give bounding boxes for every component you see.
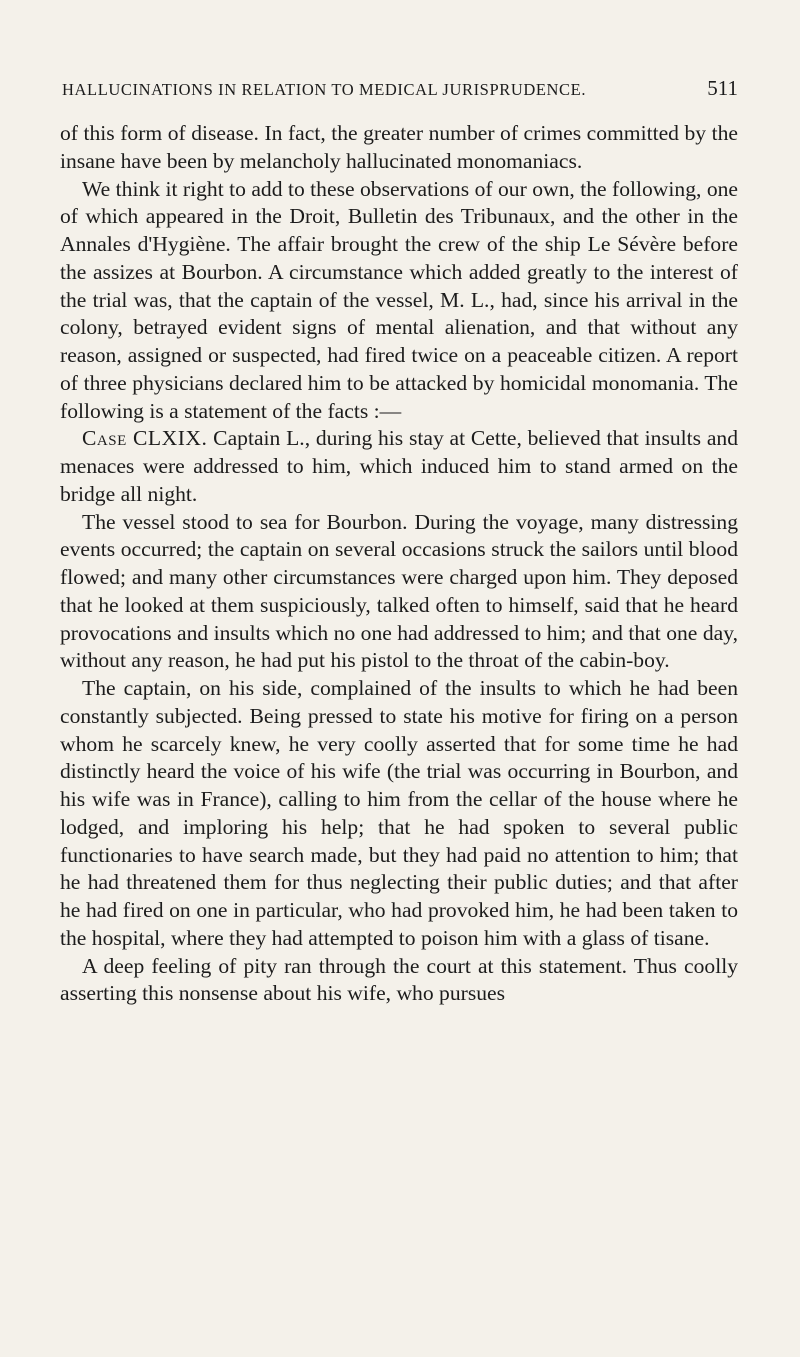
page-number: 511	[707, 76, 738, 100]
paragraph: The captain, on his side, complained of the insults to which he had been constantly subjected. Being pressed to state his motive for firing on a person whom he scarcely knew, he very coolly asserted that for some time he had distinctly heard the voice of his wife (the trial was occurring in Bourbon, and his wife was in France), calling to him from the cellar of the house where he lodged, and imploring his help; that he had spoken to several public functionaries to have search made, but they had paid no attention to him; that he had threatened them for thus neglecting their public duties; and that after he had fired on one in particular, who had provoked him, he had been taken to the hospital, where they had attempted to poison him with a glass of tisane.	[60, 676, 738, 950]
paragraph: of this form of disease. In fact, the greater number of crimes committed by the insane have been by melancholy hallucinated monomaniacs.	[60, 121, 738, 173]
case-label: Case CLXIX.	[82, 426, 208, 451]
paragraph: A deep feeling of pity ran through the court at this statement. Thus coolly asserting this nonsense about his wife, who pursues	[60, 953, 738, 1006]
case-text: Captain L., during his stay at Cette, believed that insults and menaces were addressed to him, which induced him to stand armed on the bridge all night.	[60, 426, 739, 506]
paragraph: The vessel stood to sea for Bourbon. During the voyage, many distressing events occurred; the captain on several occasions struck the sailors until blood flowed; and many other circumstances were charged upon him. They deposed that he looked at them suspiciously, talked often to himself, said that he heard provocations and insults which no one had addressed to him; and that one day, without any reason, he had put his pistol to the throat of the cabin-boy.	[60, 509, 738, 673]
running-head	[62, 76, 738, 101]
case-paragraph	[60, 425, 738, 508]
body-text	[60, 120, 738, 1008]
running-title: HALLUCINATIONS IN RELATION TO MEDICAL JURISPRUDENCE.	[62, 80, 587, 99]
paragraph: We think it right to add to these observations of our own, the following, one of which appeared in the Droit, Bulletin des Tribunaux, and the other in the Annales d'Hygiène. The affair brought the crew of the ship Le Sévère before the assizes at Bourbon. A circumstance which added greatly to the interest of the trial was, that the captain of the vessel, M. L., had, since his arrival in the colony, betrayed evident signs of mental alienation, and that without any reason, assigned or suspected, had fired twice on a peaceable citizen. A report of three physicians declared him to be attacked by homicidal monomania. The following is a statement of the facts :—	[60, 176, 738, 423]
